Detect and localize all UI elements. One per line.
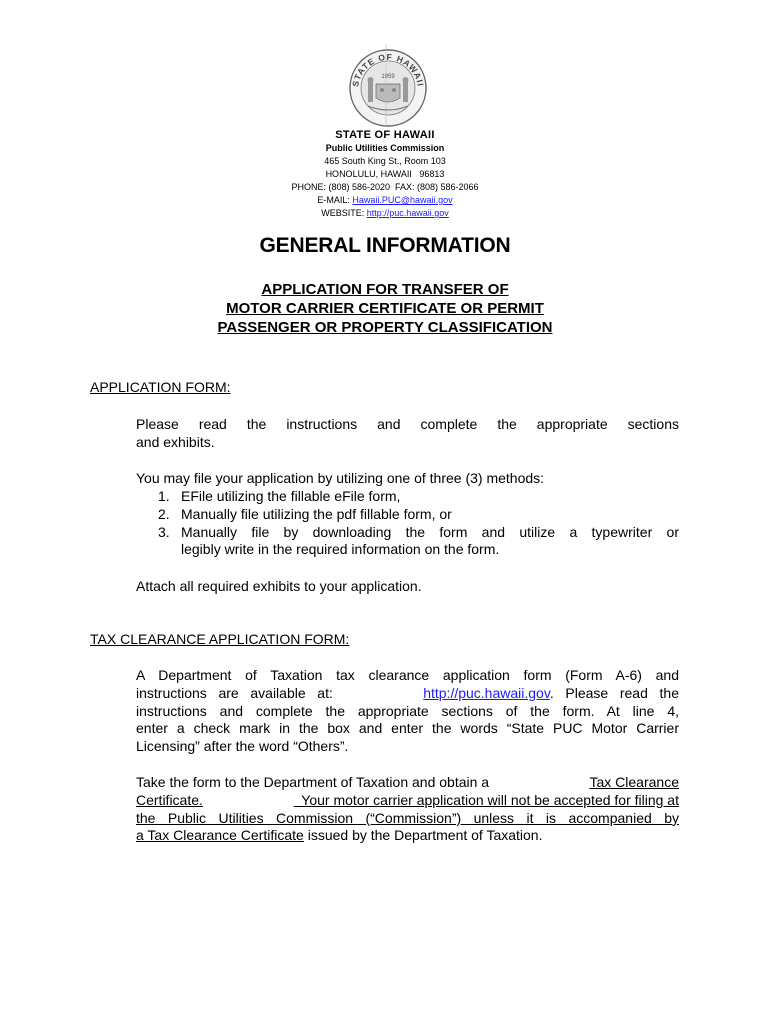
tc-p1-line-3: instructions and complete the appropriate sections of the form. At line 4,: [136, 702, 679, 719]
letterhead-address2: HONOLULU, HAWAII 96813: [325, 169, 445, 179]
application-intro: [136, 416, 679, 452]
puc-website-link[interactable]: http://puc.hawaii.gov: [423, 684, 550, 701]
method-number: 3.: [158, 523, 170, 540]
tax-clearance-paragraph-1: [136, 667, 679, 756]
tc-p2-line-4: [136, 827, 679, 845]
subtitle-line-2: MOTOR CARRIER CERTIFICATE OR PERMIT: [226, 300, 544, 317]
tc-p2-line-2b: Your motor carrier application will not be accepted for filing at: [293, 791, 679, 808]
tc-p2-line-3: the Public Utilities Commission (“Commission”) unless it is accompanied by: [136, 809, 679, 826]
subtitle-line-3: PASSENGER OR PROPERTY CLASSIFICATION: [217, 319, 553, 336]
seal-year: 1959: [381, 74, 395, 80]
tc-p2-line-2a: Certificate.: [136, 791, 203, 808]
subtitle: [0, 280, 770, 337]
page-title: GENERAL INFORMATION: [259, 234, 511, 257]
methods-intro: You may file your application by utilizing one of three (3) methods:: [136, 470, 545, 486]
website-link[interactable]: http://puc.hawaii.gov: [366, 208, 449, 218]
seal-ring-text: STATE OF HAWAII: [350, 51, 426, 88]
intro-line-1: Please read the instructions and complete the appropriate sections: [136, 416, 679, 432]
tax-clearance-paragraph-2: [136, 774, 679, 845]
method-text: Manually file utilizing the pdf fillable form, or: [181, 505, 452, 522]
state-seal: [338, 44, 438, 128]
subtitle-line-1: APPLICATION FOR TRANSFER OF: [261, 281, 509, 298]
email-label: E-MAIL:: [317, 195, 353, 205]
tc-p1-line-5: Licensing” after the word “Others”.: [136, 738, 349, 755]
tc-p2-line-1: [136, 774, 679, 792]
method-number: 2.: [158, 505, 170, 522]
method-item-2: [136, 506, 679, 524]
tc-p1-line-2a: instructions are available at:: [136, 684, 345, 701]
method-text-cont: legibly write in the required information on the form.: [181, 541, 500, 558]
state-seal-icon: [338, 44, 438, 128]
method-text: EFile utilizing the fillable eFile form,: [181, 488, 401, 504]
tc-p2-line-2: [136, 792, 679, 810]
tc-p2-line-4b: issued by the Department of Taxation.: [303, 827, 543, 844]
tc-p2-line-4u: a Tax Clearance Certificate: [136, 827, 304, 844]
letterhead: [0, 128, 770, 220]
method-item-3: [136, 524, 679, 560]
methods-list: [136, 488, 679, 559]
tc-p1-line-2-link-wrap: [423, 685, 679, 703]
intro-line-2: and exhibits.: [136, 433, 215, 450]
letterhead-phone: PHONE: (808) 586-2020 FAX: (808) 586-2066: [291, 182, 479, 192]
tc-p2-line-1u: Tax Clearance: [589, 774, 679, 790]
letterhead-website-line: [0, 207, 770, 220]
tax-clearance-heading: TAX CLEARANCE APPLICATION FORM:: [90, 631, 350, 647]
method-item-1: [136, 488, 679, 506]
tc-p1-line-4: enter a check mark in the box and enter the words “State PUC Motor Carrier: [136, 720, 679, 737]
letterhead-email-line: [0, 194, 770, 207]
letterhead-address1: 465 South King St., Room 103: [324, 156, 446, 166]
email-link[interactable]: Hawaii.PUC@hawaii.gov: [352, 195, 453, 205]
tc-p1-line-1: A Department of Taxation tax clearance application form (Form A-6) and: [136, 667, 679, 683]
method-text: Manually file by downloading the form and utilize a typewriter or: [181, 523, 679, 540]
tc-p1-line-2: [136, 685, 679, 703]
letterhead-state: STATE OF HAWAII: [335, 129, 435, 141]
website-label: WEBSITE:: [321, 208, 367, 218]
application-form-heading: APPLICATION FORM:: [90, 379, 231, 395]
method-number: 1.: [158, 488, 170, 504]
tc-p1-line-2b: . Please read the: [549, 684, 679, 701]
letterhead-agency: Public Utilities Commission: [325, 143, 445, 153]
tc-p2-line-1a: Take the form to the Department of Taxation and obtain a: [136, 774, 490, 790]
attach-exhibits: Attach all required exhibits to your application.: [136, 578, 422, 594]
